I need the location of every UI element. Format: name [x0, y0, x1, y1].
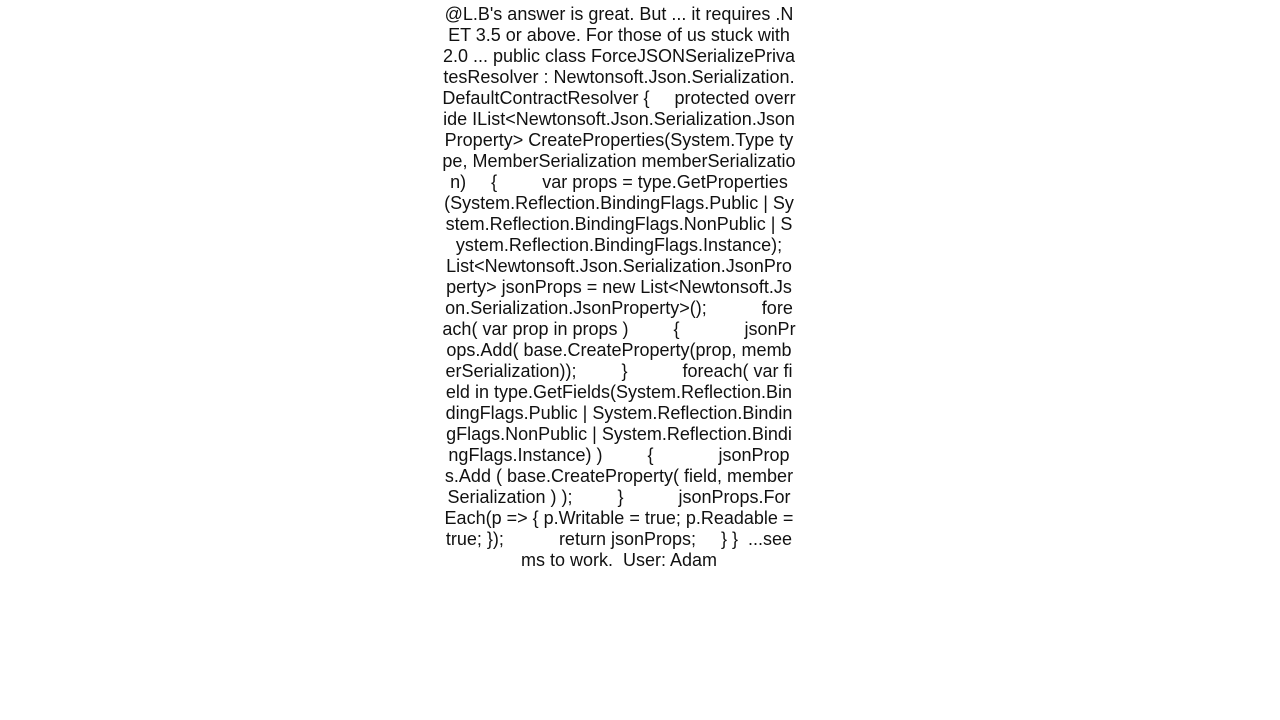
- comment-text: @L.B's answer is great. But ... it requires .NET 3.5 or above. For those of us stuck with 2.0 ... public class ForceJSONSerializePrivatesResolver : Newtonsoft.Json.Serialization.DefaultContractResolver { protected override IList<Newtonsoft.Json.Serialization.JsonProperty> CreateProperties(System.Type type, MemberSerialization memberSerialization) { var props = type.GetProperties(System.Reflection.BindingFlags.Public | System.Reflection.BindingFlags.NonPublic | System.Reflection.BindingFlags.Instance); List<Newtonsoft.Json.Serialization.JsonProperty> jsonProps = new List<Newtonsoft.Json.Serialization.JsonProperty>(); foreach( var prop in props ) { jsonProps.Add( base.CreateProperty(prop, memberSerialization)); } foreach( var field in type.GetFields(System.Reflection.BindingFlags.Public | System.Reflection.BindingFlags.NonPublic | System.Reflection.BindingFlags.Instance) ) { jsonProps.Add ( base.CreateProperty( field, memberSerialization ) ); } jsonProps.ForEach(p => { p.Writable = true; p.Readable = true; }); return jsonProps; } } ...seems to work. User: Adam: [442, 4, 838, 570]
